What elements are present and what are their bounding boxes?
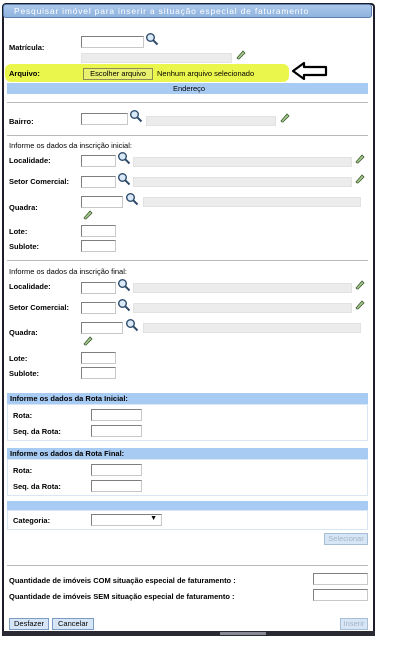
main-window — [2, 3, 375, 635]
qtd-com-field — [313, 573, 368, 585]
eraser-icon[interactable] — [355, 154, 365, 164]
matricula-input[interactable] — [81, 36, 144, 48]
rota-inicial-label: Rota: — [13, 411, 33, 420]
choose-file-button[interactable]: Escolher arquivo — [83, 68, 153, 80]
localidade-final-label: Localidade: — [9, 282, 51, 291]
quadra-inicial-label: Quadra: — [9, 203, 38, 212]
setor-final-description — [133, 303, 352, 313]
rota-inicial-header: Informe os dados da Rota Inicial: — [7, 393, 368, 404]
localidade-inicial-label: Localidade: — [9, 156, 51, 165]
quadra-inicial-description — [143, 197, 361, 207]
arrow-left-icon — [290, 61, 330, 81]
selecionar-button[interactable]: Selecionar — [324, 533, 368, 545]
localidade-inicial-description — [133, 157, 352, 167]
magnifier-icon[interactable] — [117, 298, 131, 312]
seq-rota-final-label: Seq. da Rota: — [13, 482, 61, 491]
matricula-label: Matrícula: — [9, 43, 45, 52]
qtd-sem-field — [313, 589, 368, 601]
rota-final-box — [7, 459, 368, 496]
matricula-description — [81, 53, 232, 63]
magnifier-icon[interactable] — [125, 318, 139, 332]
separator — [7, 135, 368, 136]
bairro-description — [146, 116, 276, 126]
magnifier-icon[interactable] — [145, 32, 159, 46]
rota-inicial-input[interactable] — [91, 409, 142, 421]
categoria-label: Categoria: — [13, 516, 51, 525]
sublote-inicial-input[interactable] — [81, 240, 116, 252]
page-title: Pesquisar imóvel para inserir a situação especial de faturamento — [14, 6, 309, 16]
rota-inicial-box — [7, 404, 368, 441]
categoria-box — [7, 510, 368, 530]
rota-final-label: Rota: — [13, 466, 33, 475]
horizontal-scrollbar[interactable] — [2, 631, 375, 636]
quadra-final-input[interactable] — [81, 322, 123, 334]
lote-final-label: Lote: — [9, 354, 28, 363]
qtd-com-label: Quantidade de imóveis COM situação especial de faturamento : — [9, 576, 236, 585]
quadra-inicial-input[interactable] — [81, 196, 123, 208]
eraser-icon[interactable] — [355, 174, 365, 184]
chevron-down-icon: ▼ — [150, 515, 157, 522]
magnifier-icon[interactable] — [117, 172, 131, 186]
eraser-icon[interactable] — [83, 336, 93, 346]
lote-final-input[interactable] — [81, 352, 116, 364]
localidade-final-input[interactable] — [81, 282, 116, 294]
setor-inicial-label: Setor Comercial: — [9, 177, 70, 186]
cancelar-button[interactable]: Cancelar — [52, 618, 94, 630]
file-status: Nenhum arquivo selecionado — [157, 69, 255, 78]
desfazer-button[interactable]: Desfazer — [9, 618, 49, 630]
setor-final-input[interactable] — [81, 302, 116, 314]
seq-rota-inicial-input[interactable] — [91, 425, 142, 437]
bairro-input[interactable] — [81, 113, 128, 125]
sublote-final-label: Sublote: — [9, 369, 39, 378]
categoria-header — [7, 501, 368, 510]
magnifier-icon[interactable] — [125, 192, 139, 206]
title-bar — [3, 4, 372, 18]
eraser-icon[interactable] — [83, 210, 93, 220]
arquivo-label: Arquivo: — [9, 69, 40, 78]
magnifier-icon[interactable] — [117, 151, 131, 165]
separator — [7, 565, 368, 566]
eraser-icon[interactable] — [355, 280, 365, 290]
rota-final-header: Informe os dados da Rota Final: — [7, 448, 368, 459]
endereco-header: Endereço — [7, 83, 368, 94]
magnifier-icon[interactable] — [117, 278, 131, 292]
setor-final-label: Setor Comercial: — [9, 303, 70, 312]
quadra-final-label: Quadra: — [9, 328, 38, 337]
seq-rota-inicial-label: Seq. da Rota: — [13, 427, 61, 436]
magnifier-icon[interactable] — [129, 109, 143, 123]
separator — [7, 260, 368, 261]
lote-inicial-input[interactable] — [81, 225, 116, 237]
inserir-button[interactable]: Inserir — [340, 618, 368, 630]
qtd-sem-label: Quantidade de imóveis SEM situação especial de faturamento : — [9, 592, 235, 601]
inscricao-final-caption: Informe os dados da inscrição final: — [9, 267, 127, 276]
scrollbar-thumb[interactable] — [220, 632, 266, 635]
eraser-icon[interactable] — [355, 300, 365, 310]
sublote-final-input[interactable] — [81, 367, 116, 379]
seq-rota-final-input[interactable] — [91, 480, 142, 492]
categoria-select[interactable] — [91, 514, 162, 526]
localidade-final-description — [133, 283, 352, 293]
quadra-final-description — [143, 323, 361, 333]
localidade-inicial-input[interactable] — [81, 155, 116, 167]
rota-final-input[interactable] — [91, 464, 142, 476]
setor-inicial-input[interactable] — [81, 176, 116, 188]
separator — [7, 102, 368, 103]
bairro-label: Bairro: — [9, 117, 34, 126]
eraser-icon[interactable] — [236, 50, 246, 60]
setor-inicial-description — [133, 177, 352, 187]
inscricao-inicial-caption: Informe os dados da inscrição inicial: — [9, 141, 132, 150]
lote-inicial-label: Lote: — [9, 227, 28, 236]
eraser-icon[interactable] — [280, 113, 290, 123]
sublote-inicial-label: Sublote: — [9, 242, 39, 251]
